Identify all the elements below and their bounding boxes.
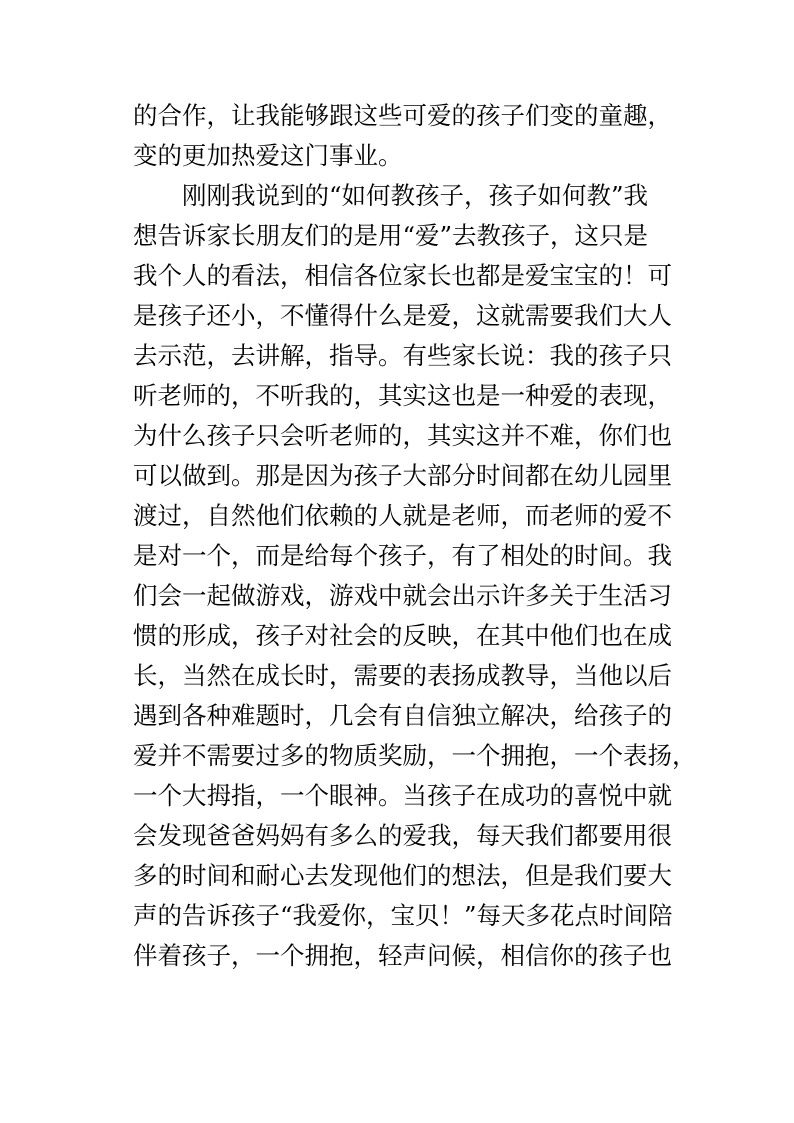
text-line: 多的时间和耐心去发现他们的想法，但是我们要大 <box>133 861 672 890</box>
text-line: 爱并不需要过多的物质奖励，一个拥抱，一个表扬， <box>133 741 697 770</box>
text-line: 为什么孩子只会听老师的，其实这并不难，你们也 <box>133 421 672 450</box>
text-line: 刚刚我说到的“如何教孩子，孩子如何教”我 <box>182 181 649 210</box>
text-line: 会发现爸爸妈妈有多么的爱我，每天我们都要用很 <box>133 821 672 850</box>
text-line: 是孩子还小，不懂得什么是爱，这就需要我们大人 <box>133 301 672 330</box>
text-line: 去示范，去讲解，指导。有些家长说：我的孩子只 <box>133 341 672 370</box>
text-line: 惯的形成，孩子对社会的反映，在其中他们也在成 <box>133 621 672 650</box>
text-line: 的合作，让我能够跟这些可爱的孩子们变的童趣， <box>133 101 672 130</box>
text-line: 声的告诉孩子“我爱你，宝贝！”每天多花点时间陪 <box>133 901 673 930</box>
text-line: 变的更加热爱这门事业。 <box>133 141 403 170</box>
body-text <box>133 96 697 976</box>
text-line: 是对一个，而是给每个孩子，有了相处的时间。我 <box>133 541 672 570</box>
text-line: 长，当然在成长时，需要的表扬成教导，当他以后 <box>133 661 672 690</box>
text-line: 渡过，自然他们依赖的人就是老师，而老师的爱不 <box>133 501 672 530</box>
text-line: 遇到各种难题时，几会有自信独立解决，给孩子的 <box>133 701 672 730</box>
text-line: 们会一起做游戏，游戏中就会出示许多关于生活习 <box>133 581 672 610</box>
text-line: 我个人的看法，相信各位家长也都是爱宝宝的！可 <box>133 261 672 290</box>
text-line: 想告诉家长朋友们的是用“爱”去教孩子，这只是 <box>133 221 649 250</box>
text-line: 一个大拇指，一个眼神。当孩子在成功的喜悦中就 <box>133 781 672 810</box>
text-line: 听老师的，不听我的，其实这也是一种爱的表现， <box>133 381 672 410</box>
text-line: 伴着孩子，一个拥抱，轻声问候，相信你的孩子也 <box>133 941 672 970</box>
text-line: 可以做到。那是因为孩子大部分时间都在幼儿园里 <box>133 461 672 490</box>
